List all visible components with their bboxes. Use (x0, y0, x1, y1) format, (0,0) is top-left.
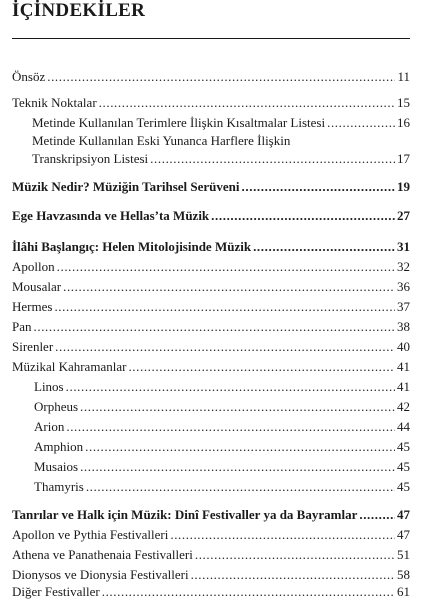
toc-entry-title: Müzikal Kahramanlar (12, 359, 127, 374)
toc-entry-orpheus[interactable] (34, 399, 410, 415)
toc-entry-ilahi-baslangic[interactable] (12, 239, 410, 255)
toc-entry-title: Dionysos ve Dionysia Festivalleri (12, 567, 189, 582)
toc-entry-transkripsiyon[interactable] (32, 151, 410, 167)
leader-dots (128, 359, 395, 375)
leader-dots (102, 584, 395, 600)
toc-entry-page: 47 (397, 507, 410, 522)
leader-dots (191, 567, 395, 583)
toc-entry-title: Tanrılar ve Halk için Müzik: Dinî Festivaller ya da Bayramlar (12, 507, 358, 522)
toc-entry-page: 15 (397, 95, 410, 110)
toc-entry-tanrilar-ve-halk[interactable] (12, 507, 410, 523)
toc-entry-title: Sirenler (12, 339, 54, 354)
toc-entry-panathenaia[interactable] (12, 547, 410, 563)
leader-dots (150, 151, 395, 167)
toc-entry-title: Önsöz (12, 69, 46, 84)
leader-dots (63, 279, 395, 295)
toc-entry-page: 27 (397, 208, 410, 223)
toc-entry-title: Musaios (34, 459, 79, 474)
leader-dots (54, 299, 395, 315)
leader-dots (359, 507, 395, 523)
toc-entry-page: 40 (397, 339, 410, 354)
toc-entry-page: 42 (397, 399, 410, 414)
toc-entry-musaios[interactable] (34, 459, 410, 475)
leader-dots (99, 95, 395, 111)
leader-dots (327, 115, 395, 131)
toc-entry-onsoz[interactable] (12, 69, 410, 85)
toc-entry-page: 47 (397, 527, 410, 542)
toc-entry-title: Arion (34, 419, 65, 434)
toc-entry-page: 44 (397, 419, 410, 434)
toc-entry-title: Pan (12, 319, 32, 334)
toc-entry-page: 17 (397, 151, 410, 166)
leader-dots (55, 339, 395, 355)
toc-entry-title: Linos (34, 379, 64, 394)
leader-dots (242, 179, 395, 195)
leader-dots (211, 208, 395, 224)
toc-entry-muzikal-kahramanlar[interactable] (12, 359, 410, 375)
toc-entry-hermes[interactable] (12, 299, 410, 315)
toc-entry-ege-havzasi[interactable] (12, 208, 410, 224)
toc-entry-transkripsiyon-line1: Metinde Kullanılan Eski Yunanca Harflere İlişkin (32, 133, 291, 148)
leader-dots (86, 479, 395, 495)
toc-entry-title: Hermes (12, 299, 53, 314)
toc-entry-title: Thamyris (34, 479, 84, 494)
toc-entry-page: 51 (397, 547, 410, 562)
toc-entry-pan[interactable] (12, 319, 410, 335)
toc-entry-page: 45 (397, 479, 410, 494)
toc-entry-page: 38 (397, 319, 410, 334)
toc-entry-thamyris[interactable] (34, 479, 410, 495)
toc-entry-title: Orpheus (34, 399, 79, 414)
leader-dots (253, 239, 395, 255)
toc-entry-title: Apollon ve Pythia Festivalleri (12, 527, 169, 542)
toc-entry-title: Athena ve Panathenaia Festivalleri (12, 547, 193, 562)
toc-entry-sirenler[interactable] (12, 339, 410, 355)
toc-entry-page: 37 (397, 299, 410, 314)
leader-dots (170, 527, 395, 543)
leader-dots (34, 319, 396, 335)
toc-entry-page: 19 (397, 179, 410, 194)
toc-entry-page: 45 (397, 439, 410, 454)
toc-entry-dionysia[interactable] (12, 567, 410, 583)
toc-entry-page: 11 (397, 69, 410, 84)
toc-entry-title: Metinde Kullanılan Terimlere İlişkin Kısaltmalar Listesi (32, 115, 326, 130)
toc-entry-title: İlâhi Başlangıç: Helen Mitolojisinde Müzik (12, 239, 252, 254)
leader-dots (80, 399, 395, 415)
toc-entry-page: 31 (397, 239, 410, 254)
leader-dots (85, 439, 395, 455)
toc-entry-page: 58 (397, 567, 410, 582)
toc-entry-amphion[interactable] (34, 439, 410, 455)
toc-entry-title: Mousalar (12, 279, 62, 294)
leader-dots (47, 69, 395, 85)
leader-dots (57, 259, 395, 275)
leader-dots (66, 379, 395, 395)
toc-entry-page: 61 (397, 584, 410, 599)
toc-entry-muzik-nedir[interactable] (12, 179, 410, 195)
toc-entry-pythia[interactable] (12, 527, 410, 543)
toc-entry-page: 41 (397, 359, 410, 374)
toc-entry-page: 32 (397, 259, 410, 274)
toc-entry-title: Apollon (12, 259, 55, 274)
toc-entry-mousalar[interactable] (12, 279, 410, 295)
leader-dots (80, 459, 395, 475)
toc-entry-page: 41 (397, 379, 410, 394)
toc-entry-apollon[interactable] (12, 259, 410, 275)
leader-dots (195, 547, 395, 563)
toc-entry-title: Transkripsiyon Listesi (32, 151, 149, 166)
toc-entry-title: Teknik Noktalar (12, 95, 97, 110)
toc-entry-title: Amphion (34, 439, 84, 454)
toc-entry-page: 16 (397, 115, 410, 130)
toc-entry-kisaltmalar[interactable] (32, 115, 410, 131)
toc-entry-title: Müzik Nedir? Müziğin Tarihsel Serüveni (12, 179, 240, 194)
toc-entry-title: Diğer Festivaller (12, 584, 100, 599)
toc-entry-page: 45 (397, 459, 410, 474)
toc-entry-diger-festivaller[interactable] (12, 584, 410, 600)
toc-entry-page: 36 (397, 279, 410, 294)
toc-entry-title: Ege Havzasında ve Hellas’ta Müzik (12, 208, 210, 223)
toc-entry-linos[interactable] (34, 379, 410, 395)
page-title: İÇİNDEKİLER (12, 0, 146, 21)
toc-entry-teknik-noktalar[interactable] (12, 95, 410, 111)
toc-entry-arion[interactable] (34, 419, 410, 435)
leader-dots (66, 419, 395, 435)
